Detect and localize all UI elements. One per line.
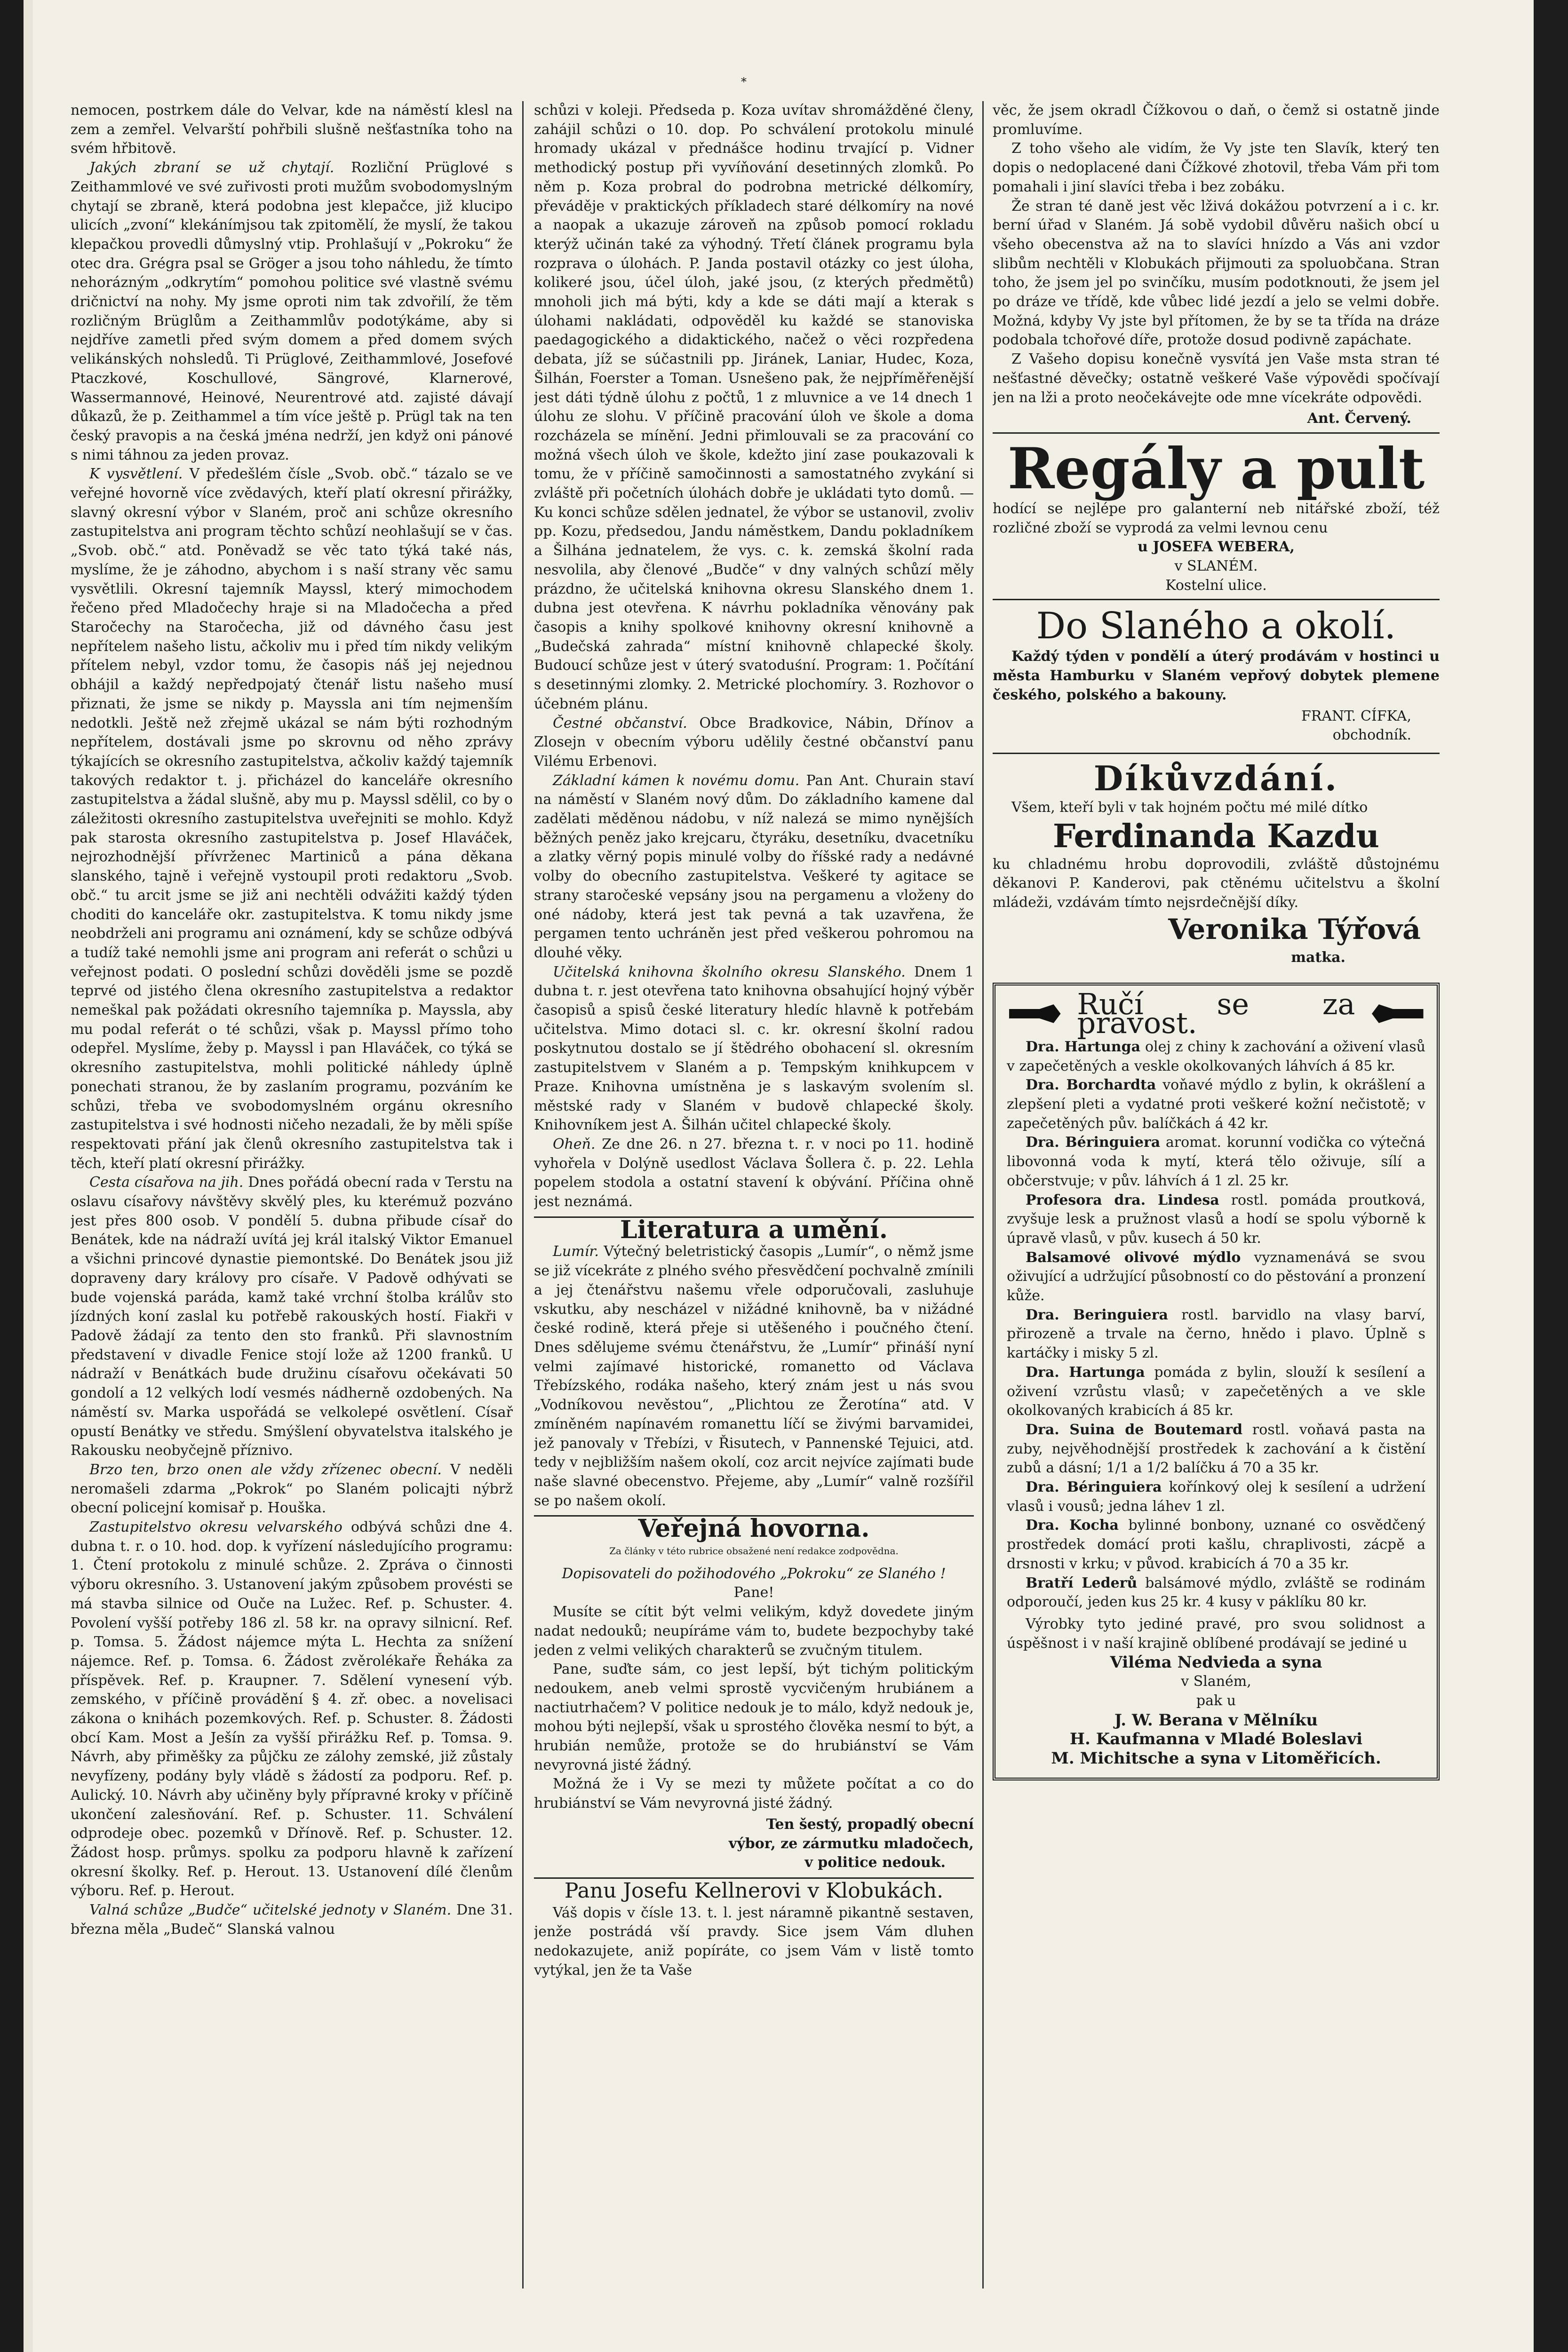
ad-pravost-item <box>1007 1133 1425 1191</box>
ad-pravost-item-text: aromat. korunní vodička co výtečná libovonná voda k mytí, která tělo oživuje, sílí a občerstvuje; v pův. láhvích á 1 zl. 25 kr. <box>1007 1134 1425 1189</box>
ad-pravost-box <box>993 983 1440 1780</box>
article-velvary: nemocen, postrkem dále do Velvar, kde na náměstí klesl na zem a zemřel. Velvarští pohřbili slušně nešťastníka toho na svém hřbitově. <box>71 102 513 157</box>
ad-pravost-item-text: bylinné bonbony, uznané co osvědčený prostředek domácí proti kašlu, chraplivosti, zácpě a drsnosti v krku; v původ. krabicích á 70 a 35 kr. <box>1007 1517 1425 1572</box>
article-cestne <box>534 714 974 771</box>
ad-regaly-name: u JOSEFA WEBERA, <box>1138 539 1295 556</box>
ad-pravost-item-head: Dra. Béringuiera <box>1026 1479 1162 1496</box>
ad-slany <box>993 599 1440 753</box>
article-body: V předešlém čísle „Svob. obč.“ tázalo se ve veřejné hovorně více zvědavých, kteří platí okresní přirážky, slavný okresní výbor v Slaném, proč ani schůze okresního zastupitelstva ani program těchto schůzí neohlašují se v čas. „Svob. obč.“ atd. Poněvadž se věc tato týká také nás, myslíme, že je záhodno, abychom i s naší strany věc samu vysvětlili. Okresní tajemník Mayssl, který mimochodem řečeno před Mladočechy hraje si na Mladočecha a před Staročechy na Staročecha, již od dávného času jest nepřítelem našeho listu, ačkoliv mu i před tím nikdy velikým přítelem nebyl, vzdor tomu, že časopis náš jej nejednou obhájil a každý nepředpojatý čtenář listu našeho musí přiznati, že jsme se nikdy p. Mayssla ani tím nejmenším nedotkli. Ještě než zřejmě ukázal se nám býti rozhodným nepřítelem, dostávali jsme po skrovnu od něho zprávy týkajících se okresního zastupitelstva, ačkoliv každý tajemník takových redaktor t. j. přicházel do kanceláře okresního zastupitelstva a žádal slušně, aby mu p. Mayssl sdělil, co by o záležitosti okresního zastupitelstva uveřejniti se mohlo. Když pak starosta okresního zastupitelstva p. Josef Hlaváček, nejrozhodnější přívrženec Martiniců a pána děkana slanského, tajně i veřejně vystoupil proti redaktoru „Svob. obč.“ tu arcit jsme se již ani nechtěli odvážiti každý týden choditi do kanceláře okr. zastupitelstva. K tomu nikdy jsme neobdrželi ani programu ani oznámení, kdy se schůze odbývá a tudíž také nemohli jsme ani program ani referát o schůzi u veřejnost podati. O poslední schůzi dověděli jsme se pozdě teprvé od jistého člena okresního zastupitelstva a redaktor nemeškal pak požádati okresního tajemníka p. Mayssla, aby mu podal referát o té schůzi, však p. Mayssl přímo toho odepřel. Myslíme, žeby p. Mayssl i pan Hlaváček, co týká se okresního zastupitelstva, mohli politické náhledy úplně ponechati stranou, že by zaslaním programu, pozváním ke schůzi, třeba ve svobodomyslném orgánu okresního zastupitelstva i své hodnosti ničeho nezadali, že by měli spíše respektovati přání jak členů okresního zastupitelstva tak i těch, kteří platí okresní přirážky. <box>71 466 513 1172</box>
article-heading: Valná schůze „Budče“ učitelské jednoty v Slaném. <box>89 1902 452 1919</box>
ad-pravost-footer: Výrobky tyto jediné pravé, pro svou solidnost a úspěšnost i v naší krajině oblíbené prodávají se jediné u <box>1007 1616 1425 1652</box>
article-kellner-cont: věc, že jsem okradl Čížkovou o daň, o čemž si ostatně jinde promluvíme. <box>993 102 1440 138</box>
article-kellner-p3: Že stran té daně jest věc lživá dokážou potvrzení a i c. kr. berní úřad v Slaném. Já sobě vydobil důvěru našich obcí u všeho obecenstva až na to slavíci hnízdo a Vás ani vzdor slibům nechtěli v Klobukách přijmouti za spoluobčana. Stran toho, že jsem jel po svinčíku, musím podotknouti, že jsem jel po dráze ve třídě, kde vůbec lidé jezdí a jelo se velmi dobře. Možná, kdyby Vy jste byl přítomen, že by se ta třída na dráze podobala tchořové díře, protože dosud podivně zapáchate. <box>993 198 1440 349</box>
ad-pravost-firm: Viléma Nedvieda a syna <box>1110 1653 1322 1672</box>
letter-salutation: Pane! <box>733 1584 774 1601</box>
letter-signature-2: výbor, ze zármutku mladočech, <box>728 1835 974 1852</box>
letter-signature-3: v politice nedouk. <box>804 1854 946 1871</box>
ad-pravost-item <box>1007 1363 1425 1421</box>
ad-dikuvzdani-text: ku chladnému hrobu doprovodili, zvláště důstojnému děkanovi P. Kanderovi, pak ctěnému učitelstvu a školní mládeži, vzdávám tímto nejsrdečnější díky. <box>993 856 1440 911</box>
article-zbrane <box>71 159 513 465</box>
section-heading-hovorna: Veřejná hovorna. <box>534 1515 974 1539</box>
article-heading: Lumír. <box>553 1243 599 1260</box>
ad-pravost-item-text: rostl. barvidlo na vlasy barví, přirozeně a trvale na černo, hnědo i plavo. Úplně s kartáčky i misky 5 zl. <box>1007 1306 1425 1362</box>
ad-pravost-item-head: Balsamové olivové mýdlo <box>1026 1249 1241 1266</box>
ad-pravost-item-text: kořínkový olej k sesílení a udržení vlasů i vousů; jedna láhev 1 zl. <box>1007 1479 1425 1515</box>
article-kamen <box>534 771 974 963</box>
ad-regaly-place: v SLANÉM. <box>1174 558 1258 575</box>
article-heading: Zastupitelstvo okresu velvarského <box>89 1519 342 1536</box>
ad-pravost-item-head: Dra. Hartunga <box>1026 1364 1145 1381</box>
ad-pravost-item <box>1007 1076 1425 1133</box>
ad-regaly-title: Regály a pult <box>1007 435 1425 502</box>
article-heading: Učitelská knihovna školního okresu Slanského. <box>553 963 906 980</box>
article-signature: Ant. Červený. <box>1307 410 1411 427</box>
article-body: Dnes pořádá obecní rada v Terstu na oslavu císařovy návštěvy skvělý ples, ku kterémuž pozváno jest přes 800 osob. V pondělí 5. dubna přibude císař do Benátek, kde na nádraží uvítá jej král italský Viktor Emanuel a všichni princové dynastie piemontské. Do Benátek jsou již dopraveny dary královy pro císaře. V Padově odhývati se bude vojenská paráda, kamž také vrchní štolba králův sto jízdných koní zaslal ku potřebě rakouských hostí. Fiakři v Padově žádají za tento den sto franků. Při slavnostním představení v divadle Fenice stojí lože až 1200 franků. U nádraží v Benátkách bude družinu císařovu očekávati 50 gondolí a 12 velkých lodí vesmés nádherně ozdobených. Na náměstí sv. Marka uspořádá se velkolepé osvětlení. Císař opustí Benátky ve středu. Smýšlení obyvatelstva italského je Rakousku neobyčejně příznivo. <box>71 1174 513 1459</box>
pointing-hand-right-icon <box>1007 1002 1063 1025</box>
article-heading: Čestné občanství. <box>553 715 687 731</box>
section-heading-kellner: Panu Josefu Kellnerovi v Klobukách. <box>534 1877 974 1901</box>
article-kellner: Váš dopis v čísle 13. t. l. jest náramně pikantně sestaven, jenže postrádá vší pravdy. Sice jsem Vám dluhen nedokazujete, aniž popíráte, co jsem Vám v listě tomto vytýkal, jen že ta Vaše <box>534 1904 974 1979</box>
article-kellner-p2: Z toho všeho ale vidím, že Vy jste ten Slavík, který ten dopis o nedoplacené dani Čížkové zhotovil, třeba Vám při tom pomahali i jiní slavíci třeba i bez zobáku. <box>993 140 1440 195</box>
ad-slany-name: FRANT. CÍFKA, <box>1301 707 1411 724</box>
ad-pravost-item-head: Dra. Kocha <box>1026 1517 1119 1534</box>
article-body: odbývá schůzi dne 4. dubna t. r. o 10. hod. dop. k vyřízení následujícího programu: 1. Čtení protokolu z minulé schůze. 2. Zpráva o činnosti výboru okresního. 3. Ustanovení jakým způsobem provésti se má stavba silnice od Ouče na Lužec. Ref. p. Schuster. 4. Povolení vyšší potřeby 186 zl. 58 kr. na opravy silnicní. Ref. p. Tomsa. 5. Žádost nájemce mýta L. Hechta za snížení nájemce. Ref. p. Tomsa. 6. Žádost zvěrolékaře Řeháka za příspěvek. Ref. p. Kraupner. 7. Sdělení vynesení výb. zemského, v příčině provádění § 4. zř. obec. a novelisaci zákona o knihách pozemkových. Ref. p. Schuster. 8. Žádosti obcí Kam. Most a Ješín za vyšší přirážku Ref. p. Tomsa. 9. Návrh, aby přiměšky za půjčku ze zálohy zemské, již zůstaly nevyfízeny, podány byly vládě s žádostí za podporu. Ref. p. Aulický. 10. Návrh aby učiněny byly přípravné kroky v příčině ukončení zalesňování. Ref. p. Schuster. 11. Schválení odprodeje obec. pozemků v Dřínově. Ref. p. Schuster. 12. Žádost hosp. průmys. spolku za podporu hlavně k zařízení okresní školky. Ref. p. Herout. 13. Ustanovení dílé členům výboru. Ref. p. Herout. <box>71 1519 513 1899</box>
section-heading-literatura: Literatura a umění. <box>534 1216 974 1240</box>
ad-pravost-item <box>1007 1516 1425 1573</box>
ad-pravost-item-text: rostl. pomáda proutková, zvyšuje lesk a pružnost vlasů a hodí se spolu výborně k úpravě vlasů, v pův. kusech á 50 kr. <box>1007 1192 1425 1247</box>
ad-regaly-street: Kostelní ulice. <box>1165 577 1267 594</box>
article-velvarske <box>71 1518 513 1901</box>
ad-pravost-item-text: olej z chiny k zachování a oživení vlasů v zapečetěných a veskle okolkovaných láhvích á 85 kr. <box>1007 1038 1425 1074</box>
article-cesta <box>71 1173 513 1461</box>
ad-pravost-item <box>1007 1248 1425 1306</box>
ad-pravost-item-head: Bratří Lederů <box>1026 1574 1138 1591</box>
ad-pravost-item-head: Dra. Hartunga <box>1026 1038 1141 1055</box>
article-heading: Základní kámen k novému domu. <box>553 772 800 789</box>
ad-pravost-item-head: Dra. Béringuiera <box>1026 1134 1161 1151</box>
column-middle <box>534 101 974 2293</box>
ad-pravost-item-head: Dra. Suina de Boutemard <box>1026 1421 1243 1438</box>
column-rule-1 <box>522 101 524 2288</box>
newspaper-page <box>71 101 1440 2293</box>
ad-pravost-item <box>1007 1191 1425 1248</box>
letter-signature-1: Ten šestý, propadlý obecní <box>766 1816 974 1833</box>
article-body: Dnem 1 dubna t. r. jest otevřena tato knihovna obsahující hojný výběr časopisů a spisů české literatury hledíc hlavně k potřebám učitelstva. Mimo dotaci sl. c. kr. okresní školní radou poskytnutou dostalo se jí štědrého obohacení sl. okresním zastupitelstvem v Slaném a p. Tempským knihkupcem v Praze. Knihovna umístněna je s laskavým svolením sl. městské rady v Slaném v budově chlapecké školy. Knihovníkem jest A. Šilhán učitel chlapecké školy. <box>534 963 974 1134</box>
ad-pravost-item-text: voňavé mýdlo z bylin, k okrášlení a zlepšení pleti a vydatné proti veškeré kožní nečistotě; v zapečetěných pův. balíčkách á 42 kr. <box>1007 1077 1426 1132</box>
article-knihovna <box>534 963 974 1135</box>
ad-pravost-dealer-3: M. Michitsche a syna v Litoměřicích. <box>1051 1748 1381 1768</box>
section-disclaimer: Za články v této rubrice obsažené není redakce zodpovědna. <box>609 1545 899 1557</box>
ad-pravost-place: v Slaném, <box>1181 1673 1251 1690</box>
ad-pravost-item-text: rostl. voňavá pasta na zuby, nejvěhodnější prostředek k zachování a k čistění zubů a dásní; 1/1 a 1/2 balíčku á 70 a 35 kr. <box>1007 1421 1425 1477</box>
article-budec-cont: schůzi v koleji. Předseda p. Koza uvítav shromážděné členy, zahájil schůzi o 10. dop. Po schválení protokolu minulé hromady ukázal v přednášce hodinu trvající p. Vidner methodický postup při vyvíňování desetinných zlomků. Po něm p. Koza probral do podrobna metrické délkomíry, převáděje v praktických příkladech staré délkomíry na nové a naopak a ukazuje zároveň na způsob pomocí rokladu kterýž učinán také za výhodný. Třetí článek programu byla rozprava o úlohách. P. Janda postavil otázky co jest úloha, kolikeré jsou, účel úloh, jaké jsou, (z kterých předmětů) mnoholi jich má býti, kdy a kde se dáti mají a kterak s úlohami nakládati, odpověděl ku každé se stanoviska paedagogického a didaktického, načež o věci rozpředena debata, jíž se súčastnili pp. Jiránek, Laniar, Hudec, Koza, Šilhán, Foerster a Toman. Usnešeno pak, že nejpříměřenější jest dáti týdně úlohu z počtů, 1 z mluvnice a ve 14 dnech 1 úlohu ze slohu. V příčině pracování úloh ve škole a doma rozcházela se mínění. Jedni přimlouvali se za pracování co možná všech úloh ve škole, kdežto jiní zase poukazovali k tomu, že v příčině samočinnosti a samostatného zvykání si zvláště při početních úlohách dobře je ukládati tyto domů. — Ku konci schůze sdělen jednatel, že výbor se ustanovil, zvoliv pp. Kozu, předsedou, Jandu náměstkem, Dandu pokladníkem a Šilhána jednatelem, že vys. c. k. zemská školní rada nesvolila, aby členové „Budče“ v dny valných schůzí měly prázdno, že učitelská knihovna okresu Slanského dnem 1. dubna jest otevřena. K návrhu pokladníka věnovány pak časopis a knihy spolkové knihovny okresní knihovně a „Budečská zahrada“ místní knihovně chlapecké školy. Budoucí schůze jest v úterý svatoduśní. Program: 1. Počítání s desetinnými zlomky. 2. Metrické plochomíry. 3. Rozhovor o účebném plánu. <box>534 102 974 712</box>
ad-pravost-item-head: Dra. Borchardta <box>1026 1077 1156 1094</box>
ad-slany-title: Do Slaného a okolí. <box>1036 605 1396 648</box>
column-right <box>993 101 1440 2293</box>
article-ohen <box>534 1135 974 1212</box>
article-heading: Brzo ten, brzo onen ale vždy zřízenec obecní. <box>89 1461 442 1478</box>
ad-slany-text: Každý týden v pondělí a úterý prodávám v hostinci u města Hamburku v Slaném vepřový dobytek plemene českého, polského a bakouny. <box>993 648 1440 703</box>
ad-pravost-item-text: balsámové mýdlo, zvláště se rodinám odporoučí, jeden kus 25 kr. 4 kusy v páklíku 80 kr. <box>1007 1574 1426 1611</box>
article-kellner-p4: Z Vašeho dopisu konečně vysvítá jen Vaše msta stran té nešťastné děvečky; ostatně veškeré Vaše výpovědi spočívají jen na lži a proto neočekávejte ode mne vícekráte odpovědi. <box>993 351 1440 406</box>
letter-body: Musíte se cítit být velmi velikým, když dovedete jiným nadat nedouků; neupíráme vám to, budete bezpochyby také jeden z velmi velikých charakterů se zvučným titulem. <box>534 1604 974 1659</box>
ad-pravost-items <box>1007 1038 1425 1612</box>
page-mark: * <box>741 75 747 88</box>
ad-dikuvzdani-role: matka. <box>1291 949 1345 966</box>
article-heading: K vysvětlení. <box>89 466 183 483</box>
ad-pravost-title: Ručí se za pravost. <box>1077 986 1355 1041</box>
ad-regaly-text: hodící se nejlépe pro galanterní neb nitářské zboží, též rozličné zboží se vyprodá za velmi levnou cenu <box>993 500 1440 536</box>
ad-pravost-item <box>1007 1478 1425 1516</box>
ad-dikuvzdani-sig: Veronika Týřová <box>1168 913 1421 946</box>
article-heading: Oheň. <box>553 1136 596 1152</box>
article-body: Pan Ant. Churain staví na náměstí v Slaném nový dům. Do základního kamene dal zadělati měděnou nádobu, v níž nalezá se mimo nynějších běžných peněz jako krejcaru, čtyráku, desetníku, dvacetníku a zlatky věrný popis minulé volby do říšské rady a nedávné volby do obecního zastupitelstva. Veškeré ty agitace se strany staročeské vepsány jsou na pergamenu a vloženy do oné nádoby, která jest tak pevná a tak uzavřena, že pergamen tento uchráněn jest před veškerou pohromou na dlouhé věky. <box>534 772 974 961</box>
article-lumir <box>534 1242 974 1510</box>
article-budec <box>71 1901 513 1939</box>
column-left <box>71 101 513 2293</box>
ad-dikuvzdani-title: Díkůvzdání. <box>1093 758 1339 798</box>
article-body: Ze dne 26. n 27. března t. r. v noci po 11. hodině vyhořela v Dolýně usedlost Václava Šollera č. p. 22. Lehla popelem stodola a ostatní stavení k obývání. Příčina ohně jest neznámá. <box>534 1136 974 1210</box>
ad-dikuvzdani-name: Ferdinanda Kazdu <box>1052 817 1379 855</box>
article-body: V neděli neromašeli zdarma „Pokrok“ po Slaném policajti nýbrž obecní policejní komisař p. Houška. <box>71 1461 513 1517</box>
ad-pravost-header <box>1007 986 1425 1041</box>
ad-pravost-item-text: vyznamenává se svou oživující a udržující působností co do pěstování a pronzení kůže. <box>1007 1249 1425 1304</box>
ad-dikuvzdani-pre: Všem, kteří byli v tak hojném počtu mé milé dítko <box>1011 799 1368 816</box>
letter-body-3: Možná že i Vy se mezi ty můžete počítat a co do hrubiánství se Vám nevyrovná jisté žádný. <box>534 1776 974 1812</box>
ad-pravost-item <box>1007 1038 1425 1076</box>
ad-pravost-item <box>1007 1421 1425 1478</box>
ad-pravost-dealer-1: J. W. Berana v Mělníku <box>1114 1710 1318 1730</box>
article-body: Rozliční Prüglové s Zeithammlové ve své zuřivosti proti mužům svobodomyslným chytají se zbraně, která podobna jest klepačce, již klucipo ulicích „zvoní“ klekánímjsou tak zpitomělí, že myslí, že takou klepačkou provedli důmyslný vtip. Prohlašují v „Pokroku“ že otec dra. Grégra psal se Gröger a jsou toho náhledu, že tímto nehorázným „odkrytím“ pomohou politice své vlastně svému dričnictví na nohy. My jsme oproti nim tak zdvořilí, že těm rozličným Brüglům a Zeithammlův podotýkáme, aby si nejdříve zametli před svým domem a před domem svých velikánských nohsledů. Ti Prüglové, Zeithammlové, Josefové Ptaczkové, Koschullové, Sängrové, Klarnerové, Wassermannové, Heinové, Neurentrové atd. zajisté dávají důkazů, že p. Zeithammel a tím více ještě p. Prügl tak na ten český pravopis a na česká jména nedrží, jen když oni pánové s nimi táhnou za jeden provaz. <box>71 159 513 463</box>
article-heading: Cesta císařova na jih. <box>89 1174 244 1191</box>
ad-regaly <box>993 432 1440 599</box>
ad-pravost-dealer-2: H. Kaufmanna v Mladé Boleslavi <box>1069 1730 1363 1749</box>
article-heading: Jakých zbraní se už chytají. <box>89 159 334 176</box>
pointing-hand-left-icon <box>1369 1002 1426 1025</box>
letter-heading: Dopisovateli do požihodového „Pokroku“ ze Slaného ! <box>562 1565 946 1582</box>
letter-body-2: Pane, suďte sám, co jest lepší, být tichým politickým nedoukem, aneb velmi sprostě vycvičeným hrubiánem a nactiutrhačem? V politice nedouk je to málo, když nedouk je, mohou býti nejlepší, však u sprostého člověka nesmí to být, a hrubián nemůže, protože se do hrubiánství se Vám nevyrovná jisté žádný. <box>534 1661 974 1773</box>
article-body: Výtečný beletristický časopis „Lumír“, o němž jsme se již vícekráte z plného svého přesvědčení pochvalně zmínili a jej čtenářstvu našemu vřele odporučovali, zasluhuje vskutku, aby nescházel v nižádné knihovně, ba v nižádné české rodině, která přeje si utěšeného i poučného čtení. Dnes sdělujeme svému čtenářstvu, že „Lumír“ přináší nyní velmi zajímavé historické, romanetto od Václava Třebízského, rodáka našeho, který znám jest u nás svou „Vodníkovou nevěstou“, „Plichtou ze Žerotína“ atd. V zmíněném napínavém romanettu líčí se živými barvamidei, jež panovaly v Třebízi, v Řisutech, v Pannenské Tejuici, atd. tedy v nejbližším našem okolí, coz arcit nejvíce zajímati bude naše slavné obecenstvo. Přejeme, aby „Lumír“ valně rozšířil se po našem okolí. <box>534 1243 974 1509</box>
article-zrizenec <box>71 1461 513 1518</box>
ad-slany-role: obchodník. <box>1332 727 1411 744</box>
ad-pravost-item <box>1007 1574 1425 1612</box>
article-vysvetleni <box>71 465 513 1173</box>
ad-pravost-item <box>1007 1306 1425 1363</box>
ad-pravost-item-head: Dra. Beringuiera <box>1026 1306 1168 1323</box>
ad-pravost-item-text: pomáda z bylin, slouží k sesílení a oživení vzrůstu vlasů; v zapečetěných a ve skle okolkovaných krabicích á 85 kr. <box>1007 1364 1425 1419</box>
column-rule-2 <box>982 101 984 2288</box>
ad-pravost-also: pak u <box>1196 1692 1236 1709</box>
article-body: Obce Bradkovice, Nábin, Dřínov a Zlosejn v obecním výboru udělily čestné občanství panu Vilému Erbenovi. <box>534 715 974 770</box>
article-body: Dne 31. března měla „Budeč“ Slanská valnou <box>71 1902 513 1938</box>
ad-pravost-item-head: Profesora dra. Lindesa <box>1026 1192 1219 1208</box>
ad-dikuvzdani <box>993 753 1440 975</box>
